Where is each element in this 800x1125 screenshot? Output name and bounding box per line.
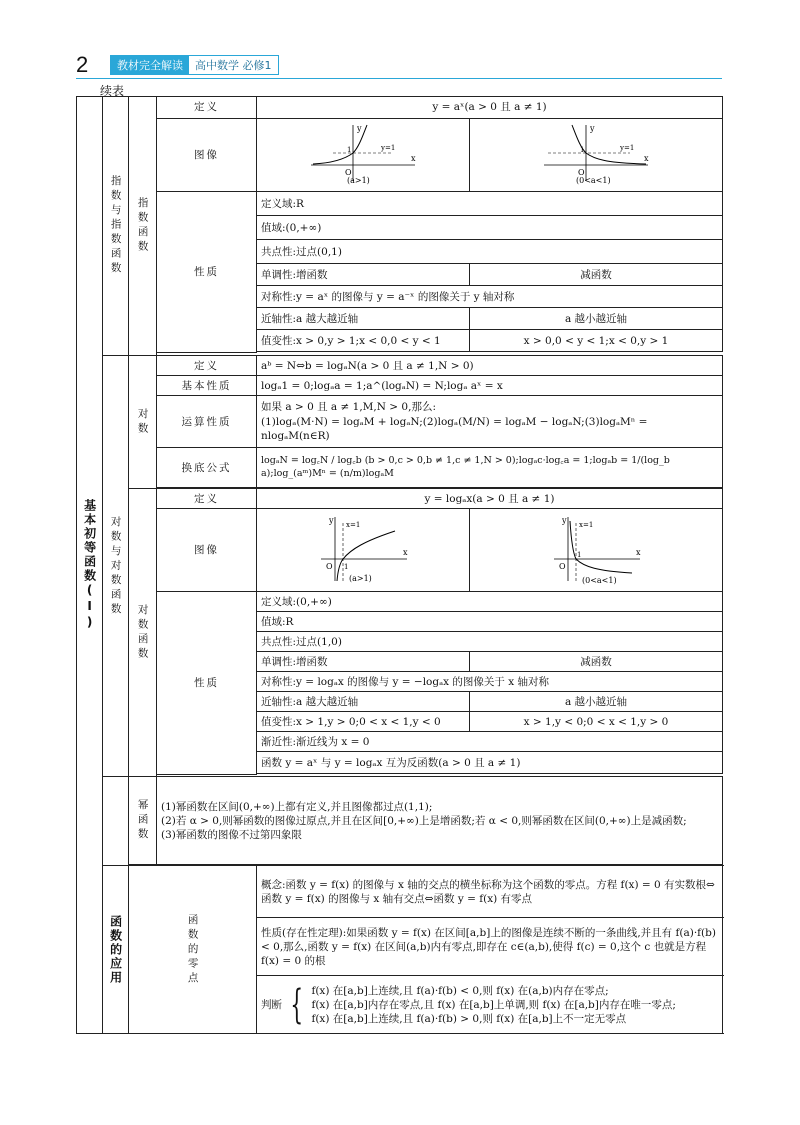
- running-header: [110, 55, 279, 75]
- axis-x: x: [636, 548, 641, 558]
- log-ops-rules: (1)logₐ(M·N) = logₐM + logₐN;(2)logₐ(M/N) = logₐM − logₐN;(3)logₐMⁿ = nlogₐM(n∈R): [261, 415, 648, 442]
- logf-sym: 对称性:y = logₐx 的图像与 y = −logₐx 的图像关于 x 轴对称: [257, 672, 723, 692]
- judge-label: 判断: [261, 998, 282, 1011]
- log-def: aᵇ = N⇔b = logₐN(a > 0 且 a ≠ 1,N > 0): [257, 356, 723, 376]
- exp-mono-right: 减函数: [470, 264, 723, 286]
- line-y1: y=1: [620, 144, 635, 152]
- exp-asym-right: a 越小越近轴: [470, 308, 723, 330]
- exp-def: y = aˣ(a > 0 且 a ≠ 1): [257, 97, 723, 119]
- exp-val-left: 值变性:x > 0,y > 1;x < 0,0 < y < 1: [257, 330, 470, 352]
- summary-table: [76, 96, 723, 1034]
- header-rule: [76, 78, 722, 79]
- line-y1: y=1: [381, 144, 396, 152]
- origin: O: [326, 562, 333, 572]
- caption: (a>1): [349, 574, 372, 584]
- subgroup-power: 幂函数: [129, 777, 157, 865]
- exp-graph-decreasing: [536, 121, 656, 185]
- book-title: 教材完全解读: [111, 56, 189, 74]
- log-ops-premise: 如果 a > 0 且 a ≠ 1,M,N > 0,那么:: [261, 401, 436, 414]
- exp-val-right: x > 0,0 < y < 1;x < 0,y > 1: [470, 330, 723, 352]
- exp-graph-right: [470, 119, 723, 192]
- logf-point: 共点性:过点(1,0): [257, 632, 723, 652]
- continued-label: 续表: [100, 84, 125, 98]
- logf-graph-right: [470, 509, 723, 592]
- logf-mono-right: 减函数: [470, 652, 723, 672]
- exp-range: 值域:(0,+∞): [257, 216, 723, 240]
- axis-y: y: [590, 124, 595, 133]
- log-def-label: 定义: [157, 356, 257, 376]
- power-p2: (2)若 α > 0,则幂函数的图像过原点,并且在区间[0,+∞)上是增函数;若 α < 0,则幂函数在区间(0,+∞)上是减函数;: [161, 814, 687, 827]
- subgroup-exp-func: 指数函数: [129, 97, 157, 356]
- caption: (a>1): [347, 176, 370, 185]
- log-change-label: 换底公式: [157, 448, 257, 488]
- logf-graph-decreasing: [546, 511, 646, 585]
- logf-graph-left: [257, 509, 470, 592]
- zero-concept: 概念:函数 y = f(x) 的图像与 x 轴的交点的横坐标称为这个函数的零点。方程 f(x) = 0 有实数根⇔函数 y = f(x) 的图像与 x 轴有交点⇔函数 y = f(x) 有零点: [257, 866, 723, 918]
- subgroup-log: 对数: [129, 356, 157, 489]
- logf-mono-left: 单调性:增函数: [257, 652, 470, 672]
- origin: O: [559, 562, 566, 572]
- exp-graph-label: 图像: [157, 119, 257, 192]
- axis-x: x: [403, 548, 408, 558]
- logf-props-label: 性质: [157, 592, 257, 775]
- exp-mono-left: 单调性:增函数: [257, 264, 470, 286]
- section-basic-functions: 基本初等函数(Ⅰ): [77, 97, 103, 1034]
- axis-x: x: [411, 154, 416, 163]
- log-ops-label: 运算性质: [157, 396, 257, 448]
- origin: O: [345, 168, 352, 177]
- exp-def-label: 定义: [157, 97, 257, 119]
- zero-judge: [257, 976, 723, 1034]
- judge-2: f(x) 在[a,b]内存在零点,且 f(x) 在[a,b]上单调,则 f(x) 在[a,b]内存在唯一零点;: [311, 998, 676, 1011]
- logf-graph-increasing: [313, 511, 413, 585]
- exp-props-label: 性质: [157, 192, 257, 353]
- line-x1: x=1: [346, 521, 361, 530]
- brace-icon: {: [290, 981, 304, 1028]
- section-function-application: 函数的应用: [103, 866, 129, 1034]
- subject-label: 高中数学 必修1: [195, 59, 272, 72]
- exp-point: 共点性:过点(0,1): [257, 240, 723, 264]
- exp-graph-increasing: [303, 121, 423, 185]
- caption: (0<a<1): [582, 576, 617, 586]
- logf-inverse: 函数 y = aˣ 与 y = logₐx 互为反函数(a > 0 且 a ≠ 1): [257, 752, 723, 774]
- subgroup-log-func: 对数函数: [129, 489, 157, 777]
- judge-3: f(x) 在[a,b]上连续,且 f(a)·f(b) > 0,则 f(x) 在[a,b]上不一定无零点: [311, 1012, 627, 1025]
- line-x1: x=1: [579, 521, 594, 530]
- axis-y: y: [562, 516, 567, 526]
- zero-property: 性质(存在性定理):如果函数 y = f(x) 在区间[a,b]上的图像是连续不断的一条曲线,并且有 f(a)·f(b) < 0,那么,函数 y = f(x) 在区间(a,b)内有零点,即存在 c∈(a,b),使得 f(c) = 0,这个 c 也就是方程 f(x) = 0 的根: [257, 918, 723, 976]
- judge-1: f(x) 在[a,b]上连续,且 f(a)·f(b) < 0,则 f(x) 在(a,b)内存在零点;: [311, 984, 609, 997]
- exp-sym: 对称性:y = aˣ 的图像与 y = a⁻ˣ 的图像关于 y 轴对称: [257, 286, 723, 308]
- power-p1: (1)幂函数在区间(0,+∞)上都有定义,并且图像都过点(1,1);: [161, 800, 433, 813]
- logf-asym-left: 近轴性:a 越大越近轴: [257, 692, 470, 712]
- log-change: logₐN = log꜀N / log꜀b (b > 0,c > 0,b ≠ 1,c ≠ 1,N > 0);logₐc·log꜀a = 1;logₐb = 1/(log_b a);log_(aᵐ)Mⁿ = (n/m)logₐM: [257, 448, 723, 488]
- exp-graph-left: [257, 119, 470, 192]
- power-content: [157, 777, 723, 865]
- logf-graph-label: 图像: [157, 509, 257, 592]
- group-log: 对数与对数函数: [103, 356, 129, 777]
- power-p3: (3)幂函数的图像不过第四象限: [161, 828, 302, 841]
- logf-val-right: x > 1,y < 0;0 < x < 1,y > 0: [470, 712, 723, 732]
- tick-one: 1: [344, 563, 349, 572]
- page-number: 2: [76, 52, 89, 77]
- exp-domain: 定义域:R: [257, 192, 723, 216]
- tick-one: 1: [580, 146, 585, 154]
- logf-asymptote: 渐近性:渐近线为 x = 0: [257, 732, 723, 752]
- log-ops: [257, 396, 723, 448]
- tick-one: 1: [577, 551, 582, 560]
- axis-x: x: [644, 154, 649, 163]
- logf-def-label: 定义: [157, 489, 257, 509]
- origin: O: [578, 168, 585, 177]
- logf-val-left: 值变性:x > 1,y > 0;0 < x < 1,y < 0: [257, 712, 470, 732]
- logf-def: y = logₐx(a > 0 且 a ≠ 1): [257, 489, 723, 509]
- caption: (0<a<1): [576, 176, 611, 185]
- log-basic-label: 基本性质: [157, 376, 257, 396]
- tick-one: 1: [347, 146, 352, 154]
- group-exp: 指数与指数函数: [103, 97, 129, 356]
- exp-asym-left: 近轴性:a 越大越近轴: [257, 308, 470, 330]
- axis-y: y: [329, 516, 334, 526]
- log-basic: logₐ1 = 0;logₐa = 1;a^(logₐN) = N;logₐ aˣ = x: [257, 376, 723, 396]
- axis-y: y: [357, 124, 362, 133]
- subgroup-zero: 函数的零点: [129, 866, 257, 1034]
- logf-domain: 定义域:(0,+∞): [257, 592, 723, 612]
- logf-range: 值域:R: [257, 612, 723, 632]
- logf-asym-right: a 越小越近轴: [470, 692, 723, 712]
